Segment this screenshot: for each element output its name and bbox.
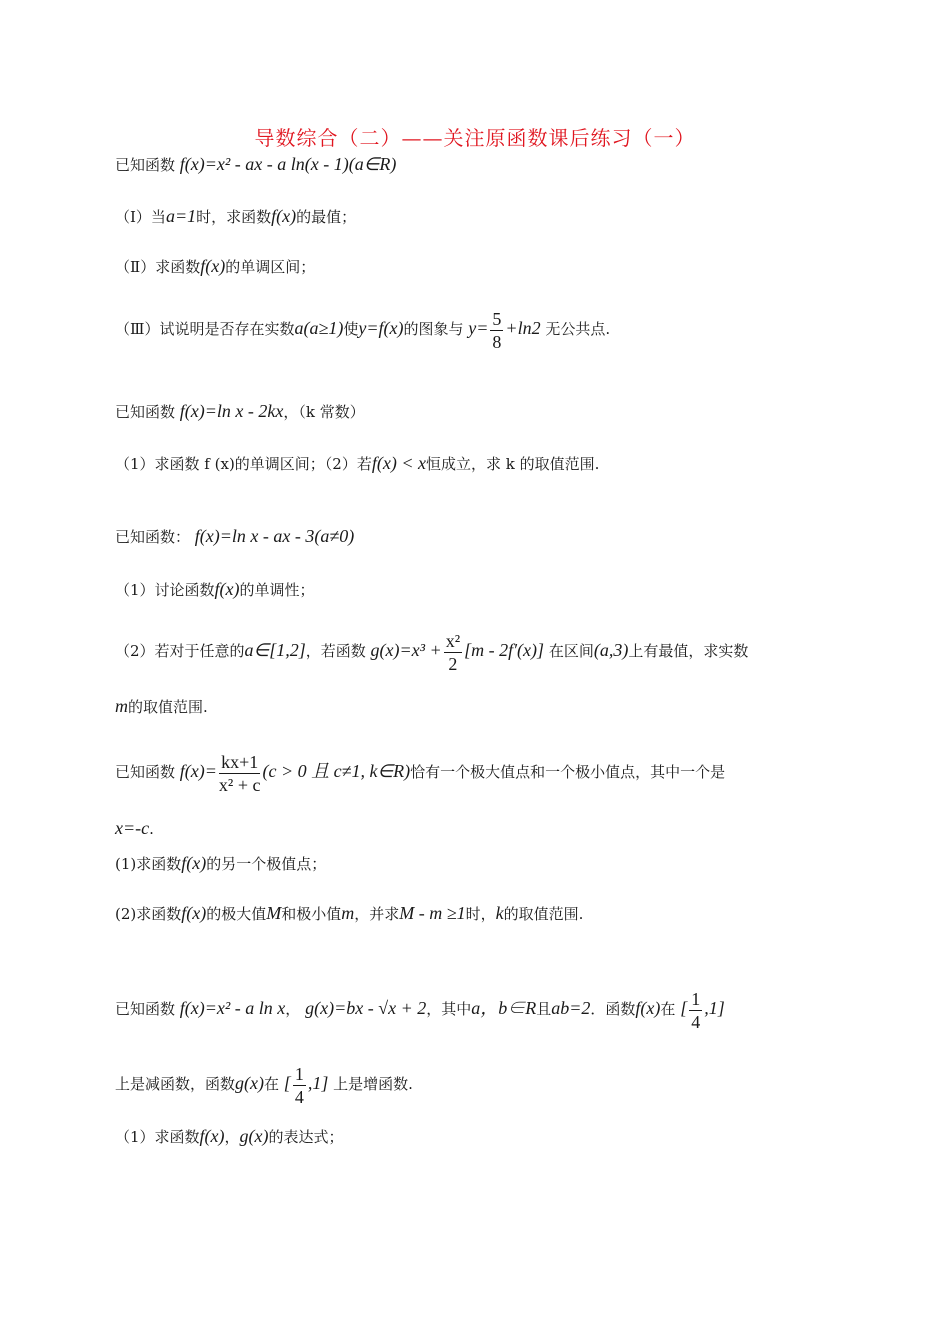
fraction-5-8: $\frac{5}{8}$ [492,308,502,352]
problem3-intro: 已知函数： f(x)=ln x - ax - 3(a≠0) [115,526,355,546]
problem4-intro-cont: x=-c. [115,818,154,838]
fraction-1-4-b: $\frac{1}{4}$ [294,1063,304,1107]
problem5-line2: 上是减函数，函数g(x)在 [ $\frac{1}{4}$ ,1] 上是增函数. [115,1063,413,1107]
problem2-intro: 已知函数 f(x)=ln x - 2kx，（k 常数） [115,401,365,421]
fraction-1-4: $\frac{1}{4}$ [691,988,701,1032]
problem3-q2: （2）若对于任意的a∈[1,2]，若函数 g(x)=x³ + $\frac{\text{x²}}{2}$ [m - 2f′(x)] 在区间(a,3)上有最值，求实数 [115,630,749,674]
problem3-q1: （1）讨论函数f(x)的单调性； [115,579,315,599]
problem5-q1: （1）求函数f(x)，g(x)的表达式； [115,1126,344,1146]
fraction-x2-2: $\frac{\text{x²}}{2}$ [445,630,461,674]
problem2-formula: f(x)=ln x - 2kx [179,401,284,421]
problem4-q2: (2)求函数f(x)的极大值M和极小值m，并求M - m ≥1时，k的取值范围. [115,903,584,923]
problem4-intro: 已知函数 f(x)= $\frac{kx+1}{\text{x² + c}}$ (c > 0 且 c≠1, k∈R)恰有一个极大值点和一个极小值点，其中一个是 [115,751,726,795]
problem5-intro: 已知函数 f(x)=x² - a ln x， g(x)=bx - √x + 2，其中a，b∈R且ab=2．函数f(x)在 [ $\frac{1}{4}$ ,1] [115,988,725,1032]
problem1-q1: （Ⅰ）当a=1时，求函数f(x)的最值； [115,206,357,226]
page-title: 导数综合（二）——关注原函数课后练习（一） [254,126,696,150]
fraction-kx1-x2c: $\frac{kx+1}{\text{x² + c}}$ [218,751,261,795]
problem1-formula: f(x)=x² - ax - a ln(x - 1)(a∈R) [179,154,397,174]
problem1-q3: （Ⅲ）试说明是否存在实数a(a≥1)使y=f(x)的图象与 y= $\frac{5}{8}$ +ln2 无公共点. [115,308,611,352]
problem1-intro: 已知函数 f(x)=x² - ax - a ln(x - 1)(a∈R) [115,154,397,174]
problem1-q2: （Ⅱ）求函数f(x)的单调区间； [115,256,316,276]
problem4-q1: (1)求函数f(x)的另一个极值点； [115,853,327,873]
problem3-q2-cont: m的取值范围. [115,696,208,716]
problem3-formula: f(x)=ln x - ax - 3(a≠0) [194,526,355,546]
problem2-questions: （1）求函数 f (x)的单调区间；（2）若f(x) < x恒成立，求 k 的取值范围. [115,453,600,473]
